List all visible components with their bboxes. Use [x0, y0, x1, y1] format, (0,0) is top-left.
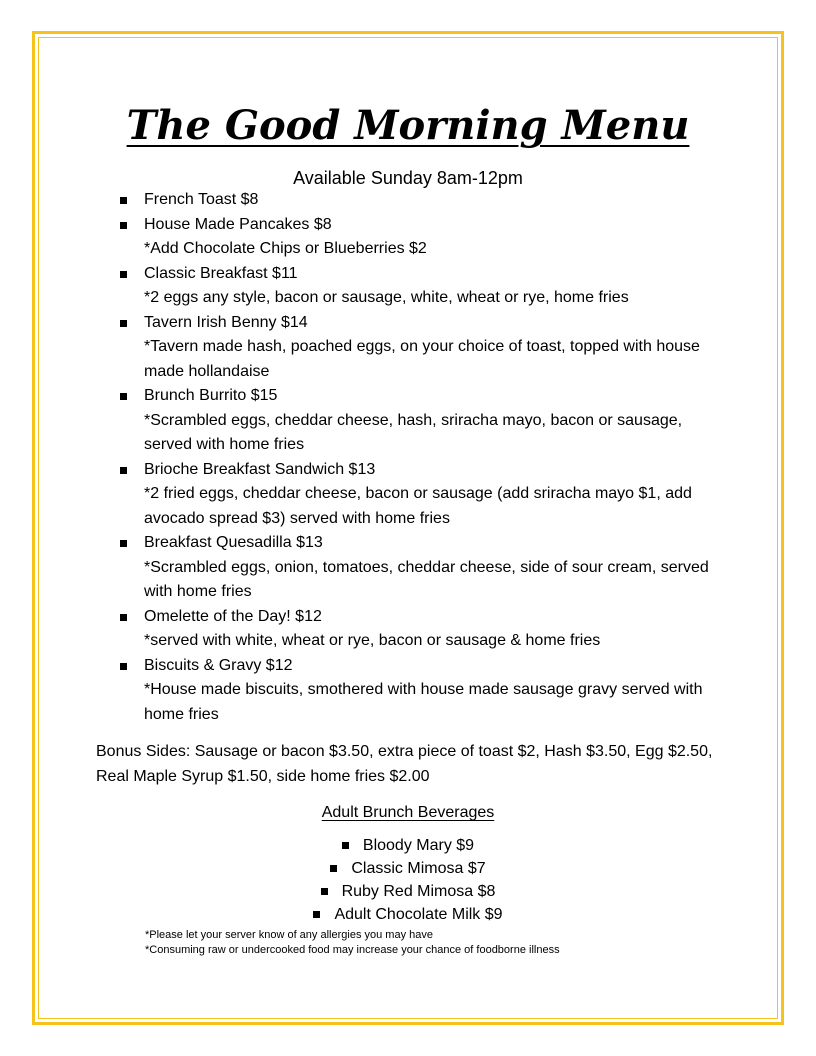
menu-item-list: [0, 188, 816, 727]
menu-subtitle: Available Sunday 8am-12pm: [293, 168, 523, 188]
menu-item: [0, 262, 724, 311]
menu-item: [0, 531, 724, 605]
beverage-list: [0, 834, 816, 926]
allergy-note: *Please let your server know of any allergies you may have: [145, 929, 433, 941]
bonus-sides: Bonus Sides: Sausage or bacon $3.50, extra piece of toast $2, Hash $3.50, Egg $2.50, Real Maple Syrup $1.50, side home fries $2.00: [96, 743, 713, 785]
menu-item-name: Classic Breakfast $11: [144, 264, 298, 282]
menu-item: [0, 384, 724, 458]
menu-item-description: *Add Chocolate Chips or Blueberries $2: [144, 240, 427, 257]
menu-item-description: *Scrambled eggs, onion, tomatoes, cheddar cheese, side of sour cream, served with home fries: [144, 558, 709, 600]
footnotes: [145, 928, 560, 958]
raw-food-note: *Consuming raw or undercooked food may increase your chance of foodborne illness: [145, 944, 560, 956]
menu-item-description: *2 eggs any style, bacon or sausage, white, wheat or rye, home fries: [144, 289, 629, 306]
menu-item: [0, 458, 724, 532]
menu-title: The Good Morning Menu: [126, 102, 690, 149]
menu-item: [0, 213, 724, 262]
menu-item-name: Breakfast Quesadilla $13: [144, 534, 323, 551]
beverage-item: Adult Chocolate Milk $9: [0, 903, 816, 926]
menu-item-description: *served with white, wheat or rye, bacon or sausage & home fries: [144, 632, 601, 649]
menu-item-name: Tavern Irish Benny $14: [144, 313, 308, 331]
menu-item-name: Brunch Burrito $15: [144, 387, 278, 404]
menu-item-name: Brioche Breakfast Sandwich $13: [144, 460, 376, 478]
beverages-heading: Adult Brunch Beverages: [321, 804, 495, 821]
menu-item-description: *House made biscuits, smothered with house made sausage gravy served with home fries: [144, 681, 703, 723]
menu-item-name: French Toast $8: [144, 191, 259, 208]
menu-item: [0, 654, 724, 728]
menu-item: [0, 605, 724, 654]
menu-item-name: Omelette of the Day! $12: [144, 607, 322, 625]
menu-item: [0, 188, 724, 213]
menu-item-name: Biscuits & Gravy $12: [144, 656, 293, 674]
menu-item-description: *Scrambled eggs, cheddar cheese, hash, sriracha mayo, bacon or sausage, served with home fries: [144, 411, 683, 453]
menu-item-description: *Tavern made hash, poached eggs, on your choice of toast, topped with house made hollandaise: [144, 338, 700, 380]
menu-item: [0, 311, 724, 385]
beverage-item: Bloody Mary $9: [0, 834, 816, 857]
menu-item-name: House Made Pancakes $8: [144, 215, 332, 233]
menu-item-description: *2 fried eggs, cheddar cheese, bacon or sausage (add sriracha mayo $1, add avocado spread $3) served with home fries: [144, 485, 692, 527]
beverage-item: Classic Mimosa $7: [0, 857, 816, 880]
beverage-item: Ruby Red Mimosa $8: [0, 880, 816, 903]
